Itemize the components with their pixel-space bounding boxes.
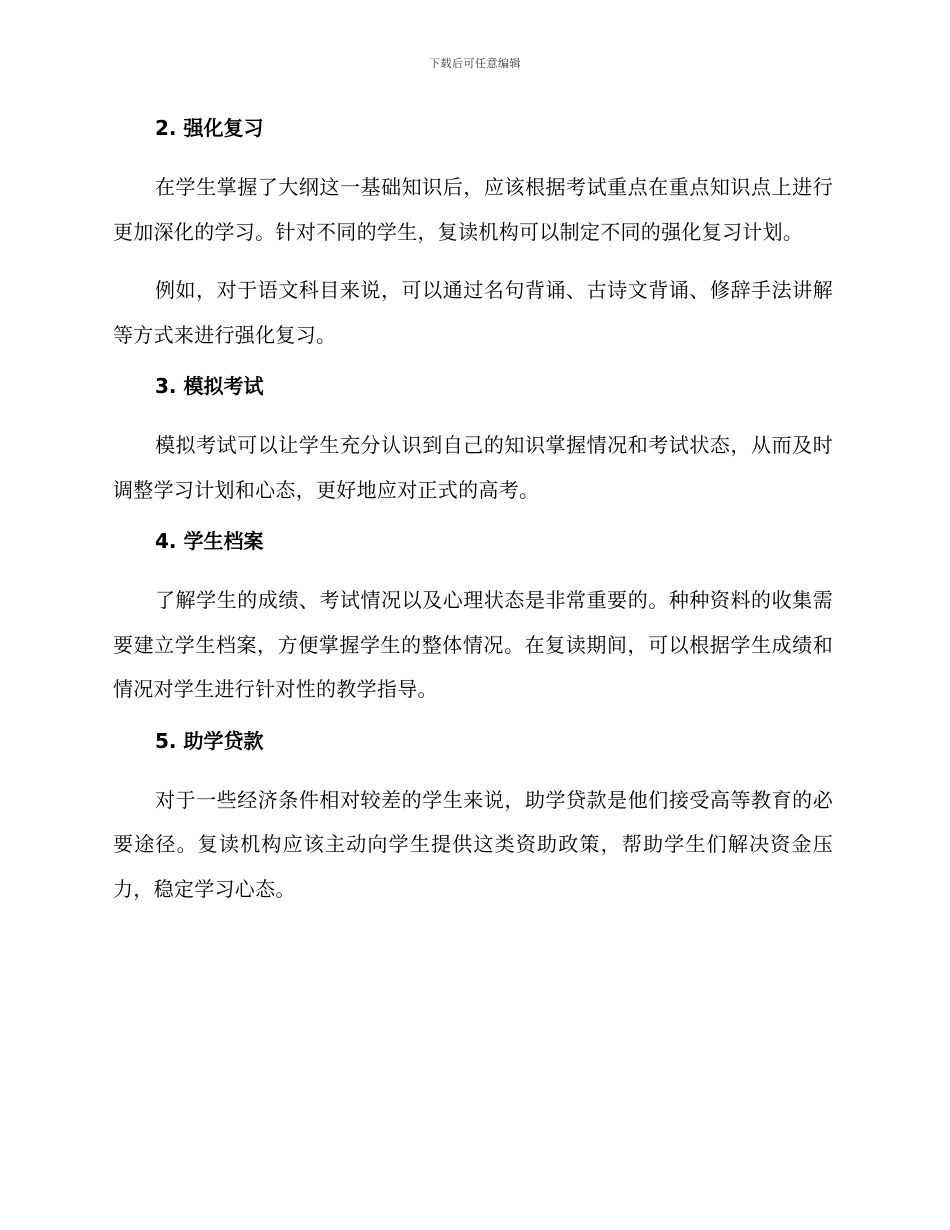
section-paragraph: 对于一些经济条件相对较差的学生来说，助学贷款是他们接受高等教育的必要途径。复读机构应该主动向学生提供这类资助政策，帮助学生们解决资金压力，稳定学习心态。 (113, 787, 833, 901)
section-paragraph: 了解学生的成绩、考试情况以及心理状态是非常重要的。种种资料的收集需要建立学生档案，方便掌握学生的整体情况。在复读期间，可以根据学生成绩和情况对学生进行针对性的教学指导。 (113, 588, 833, 701)
section-heading: 5. 助学贷款 (155, 728, 264, 753)
section-student-loans (113, 726, 833, 912)
section-heading: 4. 学生档案 (155, 529, 264, 553)
section-paragraph: 模拟考试可以让学生充分认识到自己的知识掌握情况和考试状态，从而及时调整学习计划和心态，更好地应对正式的高考。 (113, 433, 833, 502)
section-mock-exam (113, 371, 833, 512)
section-reinforced-review (113, 113, 833, 357)
page-header: 下载后可任意编辑 (429, 57, 521, 70)
document-body (113, 113, 833, 925)
section-paragraph: 例如，对于语文科目来说，可以通过名句背诵、古诗文背诵、修辞手法讲解等方式来进行强化复习。 (113, 278, 833, 347)
section-paragraph: 在学生掌握了大纲这一基础知识后，应该根据考试重点在重点知识点上进行更加深化的学习。针对不同的学生，复读机构可以制定不同的强化复习计划。 (113, 175, 833, 244)
section-heading: 2. 强化复习 (155, 116, 264, 140)
section-student-records (113, 526, 833, 712)
section-heading: 3. 模拟考试 (155, 374, 264, 398)
